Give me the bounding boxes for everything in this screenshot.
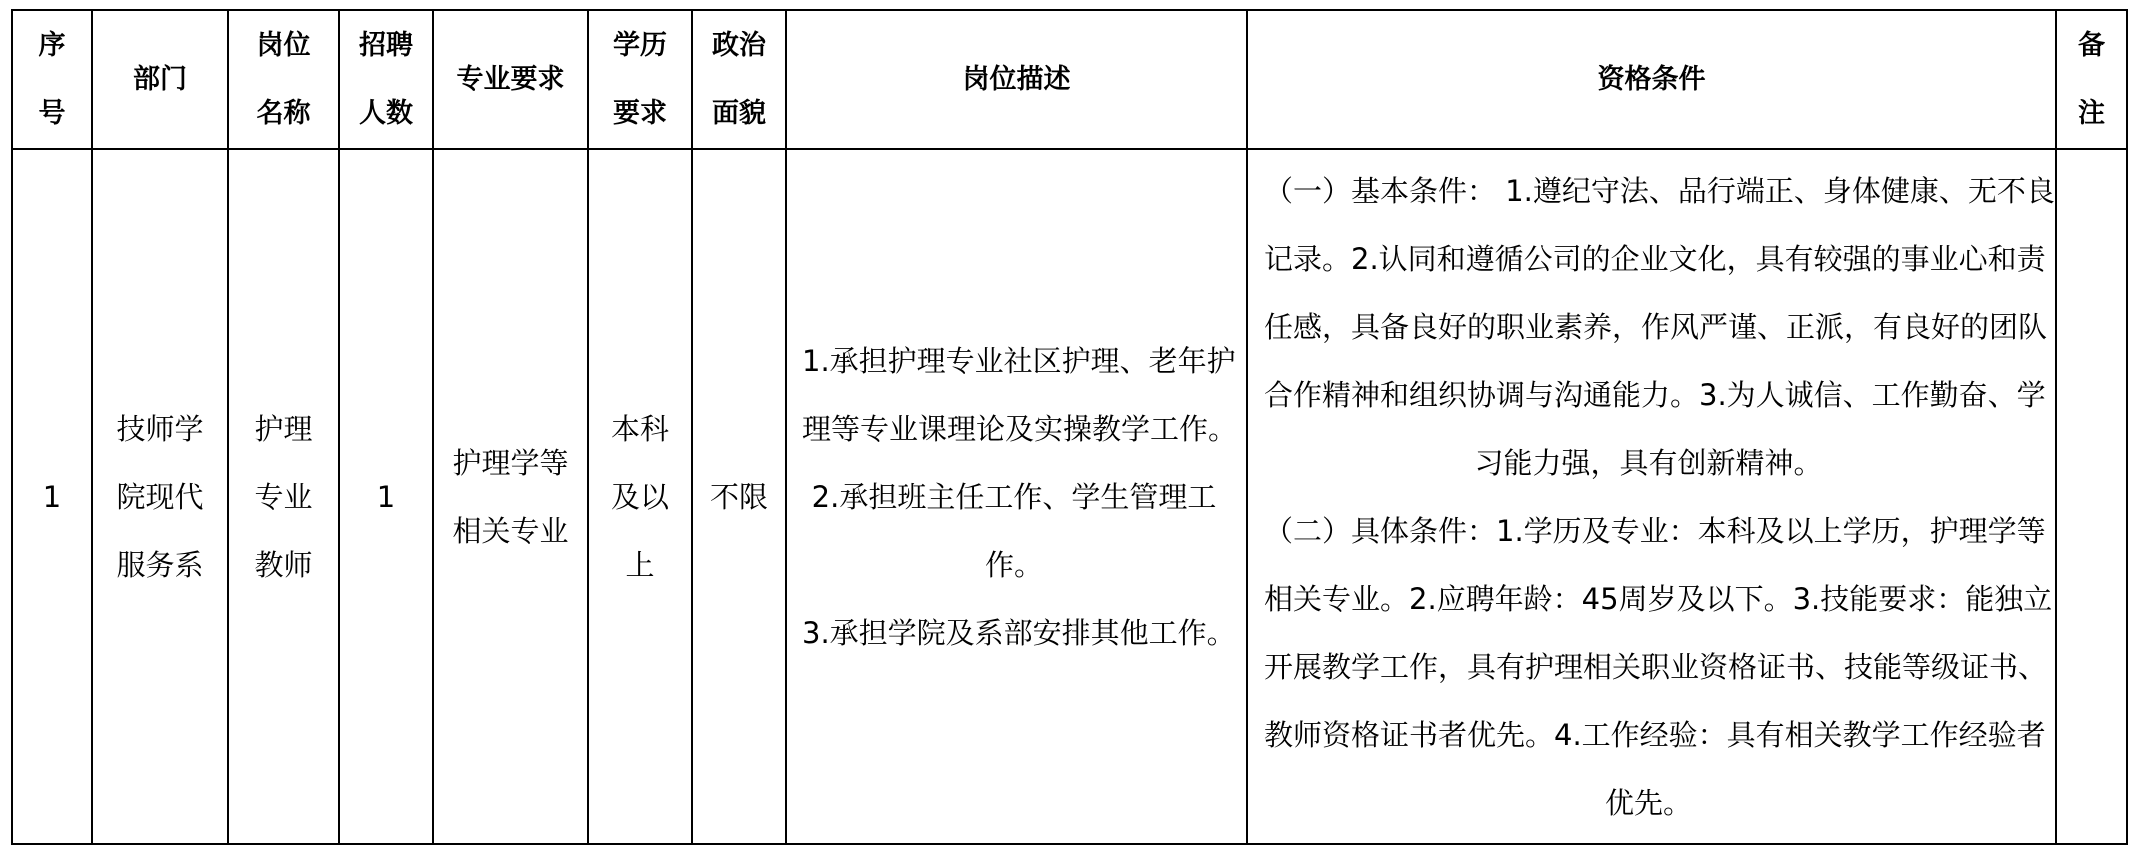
cell-description: [786, 149, 1247, 844]
header-headcount: 招聘人数: [339, 10, 433, 149]
header-political: 政治面貌: [692, 10, 786, 149]
cell-education: 本科及以上: [588, 149, 692, 844]
qualification-line: （一）基本条件： 1.遵纪守法、品行端正、身体健康、无不良: [1264, 173, 2055, 208]
header-education: 学历要求: [588, 10, 692, 149]
description-line: 1.承担护理专业社区护理、老年护: [802, 343, 1236, 378]
qualification-line: 记录。2.认同和遵循公司的企业文化，具有较强的事业心和责: [1264, 241, 2046, 276]
cell-headcount: 1: [339, 149, 433, 844]
qualification-line: 习能力强，具有创新精神。: [1474, 445, 1823, 480]
cell-dept: 技师学院现代服务系: [92, 149, 228, 844]
header-dept: 部门: [92, 10, 228, 149]
cell-political: 不限: [692, 149, 786, 844]
qualification-line: 任感，具备良好的职业素养，作风严谨、正派，有良好的团队: [1264, 309, 2048, 344]
description-line: 2.承担班主任工作、学生管理工: [811, 479, 1217, 514]
qualification-line: 优先。: [1604, 785, 1692, 820]
qualification-line: 相关专业。2.应聘年龄：45周岁及以下。3.技能要求：能独立: [1264, 581, 2053, 616]
qualification-line: 教师资格证书者优先。4.工作经验：具有相关教学工作经验者: [1264, 717, 2046, 752]
qualification-line: （二）具体条件：1.学历及专业：本科及以上学历，护理学等: [1264, 513, 2046, 548]
header-position: 岗位名称: [228, 10, 339, 149]
cell-remarks: [2056, 149, 2127, 844]
header-seq: 序号: [12, 10, 92, 149]
cell-qualification: [1247, 149, 2056, 844]
description-line: 理等专业课理论及实操教学工作。: [802, 411, 1238, 446]
header-remarks: 备注: [2056, 10, 2127, 149]
header-major: 专业要求: [433, 10, 588, 149]
header-description: 岗位描述: [786, 10, 1247, 149]
qualification-line: 开展教学工作，具有护理相关职业资格证书、技能等级证书、: [1264, 649, 2048, 684]
table-row: [12, 149, 2127, 844]
description-line: 作。: [984, 547, 1043, 582]
cell-position: 护理专业教师: [228, 149, 339, 844]
header-qualification: 资格条件: [1247, 10, 2056, 149]
recruitment-table: [11, 9, 2128, 845]
qualification-line: 合作精神和组织协调与沟通能力。3.为人诚信、工作勤奋、学: [1264, 377, 2046, 412]
cell-major: 护理学等相关专业: [433, 149, 588, 844]
header-row: [12, 10, 2127, 149]
cell-seq: 1: [12, 149, 92, 844]
description-line: 3.承担学院及系部安排其他工作。: [802, 615, 1236, 650]
